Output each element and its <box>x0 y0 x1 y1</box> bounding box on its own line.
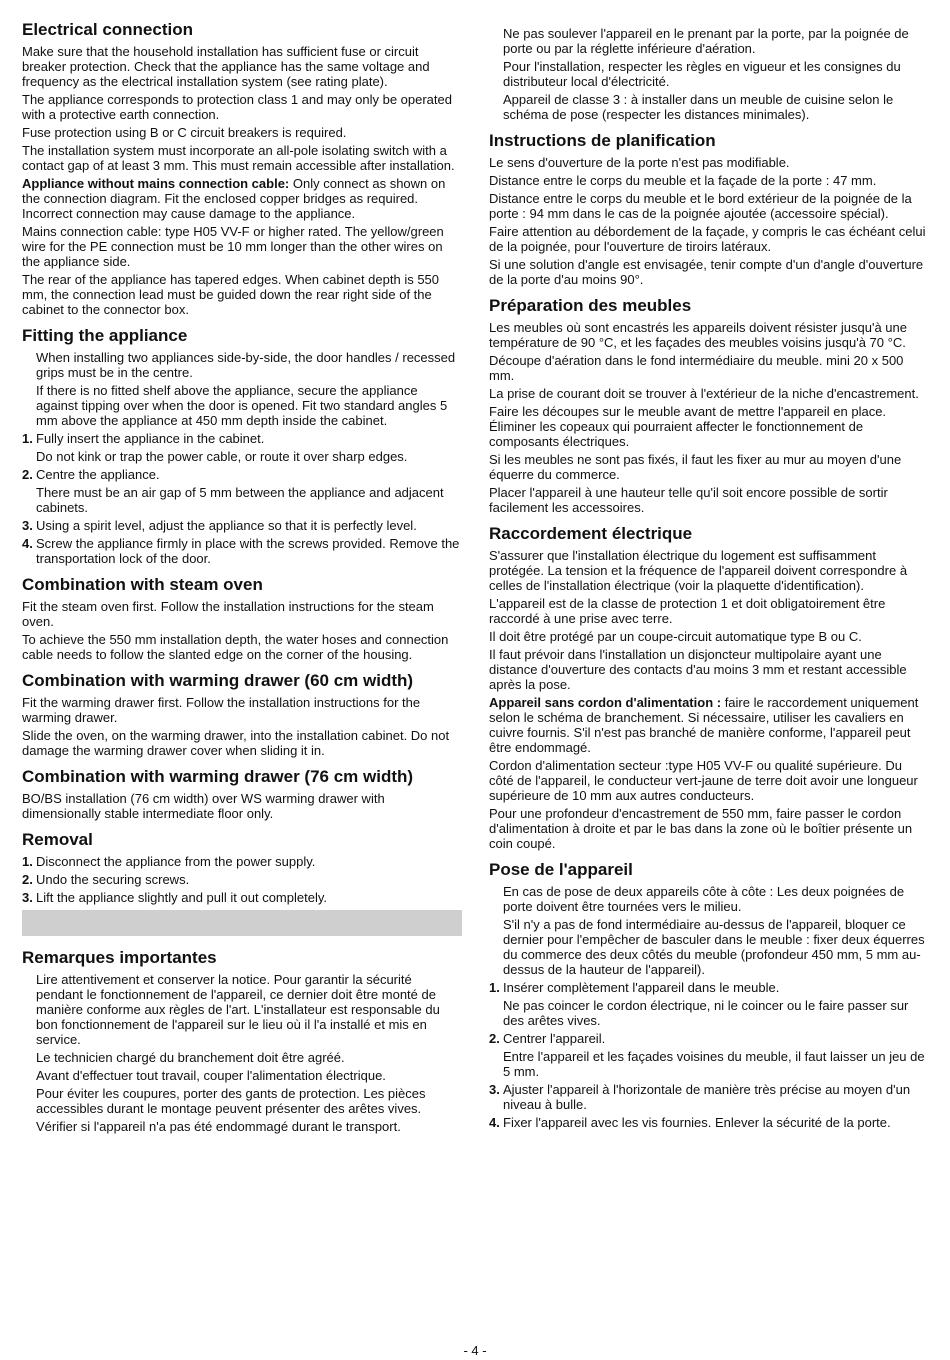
step-text: Fixer l'appareil avec les vis fournies. Enlever la sécurité de la porte. <box>503 1115 891 1130</box>
step-note: Ne pas coincer le cordon électrique, ni le coincer ou le faire passer sur des arêtes vives. <box>503 998 909 1028</box>
paragraph: Cordon d'alimentation secteur :type H05 VV-F ou qualité supérieure. Du côté de l'appareil, le conducteur vert-jaune de terre doit avoir une longueur supérieure de 10 mm aux autres conducteurs. <box>489 758 918 803</box>
paragraph: Fit the steam oven first. Follow the installation instructions for the steam oven. <box>22 599 434 629</box>
list-item <box>489 1031 927 1046</box>
heading-electrical-connection: Electrical connection <box>22 20 193 39</box>
section-removal <box>22 830 462 905</box>
paragraph: Pour l'installation, respecter les règles en vigueur et les consignes du distributeur local d'électricité. <box>503 59 901 89</box>
heading-fitting-appliance: Fitting the appliance <box>22 326 188 345</box>
paragraph: Placer l'appareil à une hauteur telle qu'il soit encore possible de sortir facilement les accessoires. <box>489 485 888 515</box>
heading-warming-drawer-76: Combination with warming drawer (76 cm width) <box>22 767 414 786</box>
paragraph: Ne pas soulever l'appareil en le prenant par la porte, par la poignée de porte ou par la réglette inférieure d'aération. <box>503 26 909 56</box>
step-text: Fully insert the appliance in the cabinet. <box>36 431 265 446</box>
heading-preparation-meubles: Préparation des meubles <box>489 296 692 315</box>
list-item <box>22 872 462 887</box>
paragraph: Appareil de classe 3 : à installer dans un meuble de cuisine selon le schéma de pose (respecter les distances minimales). <box>503 92 894 122</box>
paragraph: To achieve the 550 mm installation depth, the water hoses and connection cable needs to follow the slanted edge on the corner of the housing. <box>22 632 449 662</box>
paragraph: S'assurer que l'installation électrique du logement est suffisamment protégée. La tension et la fréquence de l'appareil doivent correspondre à celles de l'installation électrique (voir la plaquette d'identification). <box>489 548 908 593</box>
section-fitting-appliance <box>22 326 462 566</box>
section-steam-oven <box>22 575 462 662</box>
section-warming-drawer-60 <box>22 671 462 758</box>
step-text: Screw the appliance firmly in place with the screws provided. Remove the transportation lock of the door. <box>36 536 460 566</box>
step-number: 4. <box>22 536 33 551</box>
step-number: 2. <box>22 467 33 482</box>
step-text: Insérer complètement l'appareil dans le meuble. <box>503 980 780 995</box>
section-pose-appareil <box>489 860 927 1130</box>
heading-removal: Removal <box>22 830 93 849</box>
section-preparation-meubles <box>489 296 927 515</box>
paragraph: S'il n'y a pas de fond intermédiaire au-dessus de l'appareil, bloquer ce dernier pour l'empêcher de basculer dans le meuble : fixer deux équerres du commerce des deux côtés du meuble (profondeur 450 mm, 5 mm au-dessus de la hauteur de l'appareil). <box>503 917 925 977</box>
step-text: Centrer l'appareil. <box>503 1031 606 1046</box>
heading-pose-appareil: Pose de l'appareil <box>489 860 633 879</box>
paragraph: Il doit être protégé par un coupe-circuit automatique type B ou C. <box>489 629 862 644</box>
paragraph: Si les meubles ne sont pas fixés, il faut les fixer au mur au moyen d'une équerre du commerce. <box>489 452 902 482</box>
step-number: 4. <box>489 1115 500 1130</box>
language-divider-bar <box>22 910 462 936</box>
paragraph <box>22 176 462 221</box>
paragraph: La prise de courant doit se trouver à l'extérieur de la niche d'encastrement. <box>489 386 919 401</box>
list-item <box>489 1082 927 1112</box>
paragraph: Le sens d'ouverture de la porte n'est pas modifiable. <box>489 155 790 170</box>
paragraph: Fit the warming drawer first. Follow the installation instructions for the warming drawer. <box>22 695 421 725</box>
list-item <box>22 518 462 533</box>
step-note: There must be an air gap of 5 mm between the appliance and adjacent cabinets. <box>36 485 444 515</box>
step-number: 1. <box>489 980 500 995</box>
step-note: Do not kink or trap the power cable, or route it over sharp edges. <box>36 449 408 464</box>
paragraph: The installation system must incorporate an all-pole isolating switch with a contact gap of at least 3 mm. This must remain accessible after installation. <box>22 143 455 173</box>
step-text: Ajuster l'appareil à l'horizontale de manière très précise au moyen d'un niveau à bulle. <box>503 1082 911 1112</box>
paragraph: Pour une profondeur d'encastrement de 550 mm, faire passer le cordon d'alimentation à droite et par le bas dans la zone où le boîtier présente un coin coupé. <box>489 806 913 851</box>
list-item <box>22 431 462 446</box>
paragraph-text: Only connect as shown on the connection diagram. Fit the enclosed copper bridges as required. Incorrect connection may cause damage to the appliance. <box>22 176 446 221</box>
paragraph: If there is no fitted shelf above the appliance, secure the appliance against tipping over when the door is opened. Fit two standard angles 5 mm above the appliance at 450 mm depth inside the cabinet. <box>36 383 448 428</box>
paragraph: Il faut prévoir dans l'installation un disjoncteur multipolaire ayant une distance d'ouverture des contacts d'au moins 3 mm et restant accessible après la pose. <box>489 647 907 692</box>
list-item <box>489 980 927 995</box>
list-item <box>489 1115 927 1130</box>
step-number: 3. <box>489 1082 500 1097</box>
bold-label: Appareil sans cordon d'alimentation : <box>489 695 722 710</box>
heading-planification: Instructions de planification <box>489 131 716 150</box>
step-text: Undo the securing screws. <box>36 872 190 887</box>
step-number: 2. <box>22 872 33 887</box>
paragraph: Découpe d'aération dans le fond intermédiaire du meuble. mini 20 x 500 mm. <box>489 353 904 383</box>
section-warming-drawer-76 <box>22 767 462 821</box>
step-number: 3. <box>22 518 33 533</box>
step-note: Entre l'appareil et les façades voisines du meuble, il faut laisser un jeu de 5 mm. <box>503 1049 925 1079</box>
section-planification <box>489 131 927 287</box>
paragraph: The rear of the appliance has tapered edges. When cabinet depth is 550 mm, the connection lead must be guided down the rear right side of the cabinet to the connector box. <box>22 272 440 317</box>
paragraph: Pour éviter les coupures, porter des gants de protection. Les pièces accessibles durant le montage peuvent présenter des arêtes vives. <box>36 1086 426 1116</box>
heading-steam-oven: Combination with steam oven <box>22 575 263 594</box>
paragraph: Lire attentivement et conserver la notice. Pour garantir la sécurité pendant le fonctionnement de l'appareil, ce dernier doit être monté de manière conforme aux règles de l'art. L'installateur est responsable du bon fonctionnement de l'appareil sur le lieu où il l'a installé et mis en service. <box>36 972 440 1047</box>
step-text: Lift the appliance slightly and pull it out completely. <box>36 890 327 905</box>
step-number: 3. <box>22 890 33 905</box>
paragraph: Avant d'effectuer tout travail, couper l'alimentation électrique. <box>36 1068 386 1083</box>
paragraph: Faire attention au débordement de la façade, y compris le cas échéant celui de la poignée, pour l'ouverture de tiroirs latéraux. <box>489 224 926 254</box>
paragraph: Distance entre le corps du meuble et le bord extérieur de la poignée de la porte : 94 mm dans le cas de la poignée ajoutée (accessoire spécial). <box>489 191 912 221</box>
paragraph-text: faire le raccordement uniquement selon le schéma de branchement. Si nécessaire, utiliser les cavaliers en cuivre fournis. S'il n'est pas branché de manière conforme, l'appareil peut être endommagé. <box>489 695 919 755</box>
step-text: Using a spirit level, adjust the appliance so that it is perfectly level. <box>36 518 417 533</box>
list-item <box>22 536 462 566</box>
heading-remarques-importantes: Remarques importantes <box>22 948 217 967</box>
heading-warming-drawer-60: Combination with warming drawer (60 cm width) <box>22 671 414 690</box>
section-remarques-continued <box>489 26 927 122</box>
right-column <box>489 26 927 1133</box>
section-electrical-connection <box>22 20 462 317</box>
paragraph: Make sure that the household installation has sufficient fuse or circuit breaker protection. Check that the appliance has the same voltage and frequency as the electrical installation system (see rating plate). <box>22 44 430 89</box>
section-remarques-importantes <box>22 948 462 1134</box>
paragraph: Vérifier si l'appareil n'a pas été endommagé durant le transport. <box>36 1119 401 1134</box>
section-raccordement-electrique <box>489 524 927 851</box>
list-item <box>22 854 462 869</box>
paragraph: The appliance corresponds to protection class 1 and may only be operated with a protective earth connection. <box>22 92 452 122</box>
paragraph: Mains connection cable: type H05 VV-F or higher rated. The yellow/green wire for the PE connection must be 10 mm longer than the other wires on the appliance side. <box>22 224 444 269</box>
paragraph: BO/BS installation (76 cm width) over WS warming drawer with dimensionally stable intermediate floor only. <box>22 791 385 821</box>
step-text: Centre the appliance. <box>36 467 160 482</box>
heading-raccordement-electrique: Raccordement électrique <box>489 524 693 543</box>
page-number: - 4 - <box>463 1343 487 1358</box>
paragraph: Fuse protection using B or C circuit breakers is required. <box>22 125 347 140</box>
list-item <box>22 890 462 905</box>
paragraph <box>489 695 927 755</box>
paragraph: L'appareil est de la classe de protection 1 et doit obligatoirement être raccordé à une prise avec terre. <box>489 596 886 626</box>
paragraph: En cas de pose de deux appareils côte à côte : Les deux poignées de porte doivent être tournées vers le milieu. <box>503 884 905 914</box>
bold-label: Appliance without mains connection cable: <box>22 176 290 191</box>
step-text: Disconnect the appliance from the power supply. <box>36 854 316 869</box>
paragraph: When installing two appliances side-by-side, the door handles / recessed grips must be in the centre. <box>36 350 456 380</box>
paragraph: Slide the oven, on the warming drawer, into the installation cabinet. Do not damage the warming drawer cover when sliding it in. <box>22 728 450 758</box>
step-number: 2. <box>489 1031 500 1046</box>
paragraph: Faire les découpes sur le meuble avant de mettre l'appareil en place. Éliminer les copeaux qui pourraient affecter le fonctionnement de composants électriques. <box>489 404 887 449</box>
list-item <box>22 467 462 482</box>
paragraph: Les meubles où sont encastrés les appareils doivent résister jusqu'à une température de 90 °C, et les façades des meubles voisins jusqu'à 70 °C. <box>489 320 907 350</box>
step-number: 1. <box>22 854 33 869</box>
left-column <box>22 20 462 1137</box>
paragraph: Le technicien chargé du branchement doit être agréé. <box>36 1050 345 1065</box>
paragraph: Distance entre le corps du meuble et la façade de la porte : 47 mm. <box>489 173 877 188</box>
step-number: 1. <box>22 431 33 446</box>
paragraph: Si une solution d'angle est envisagée, tenir compte d'un d'angle d'ouverture de la porte d'au moins 90°. <box>489 257 924 287</box>
